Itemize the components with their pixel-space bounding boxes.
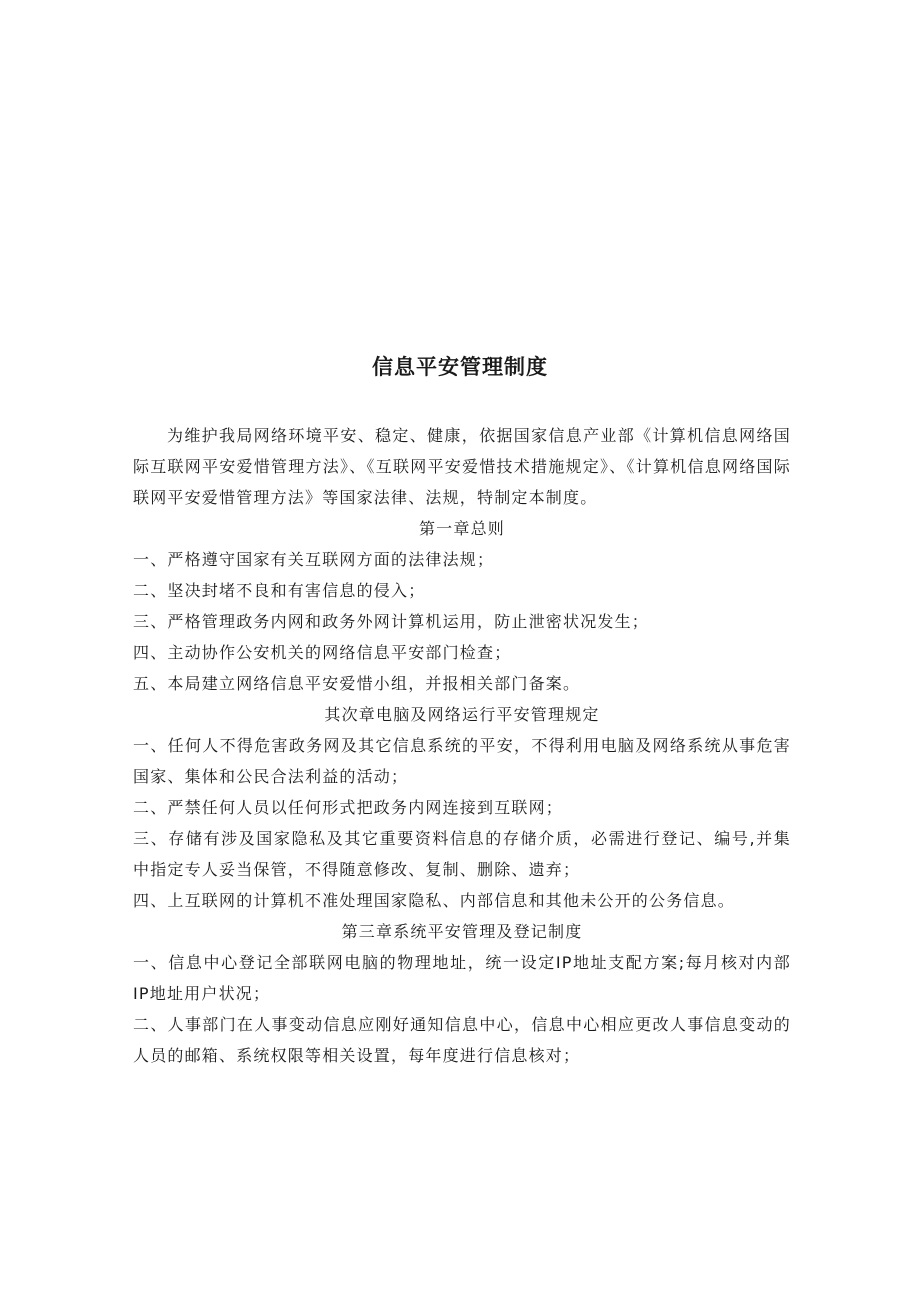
chapter-2-item-4: 四、上互联网的计算机不准处理国家隐私、内部信息和其他未公开的公务信息。 (133, 891, 736, 910)
chapter-1-item-2: 二、坚决封堵不良和有害信息的侵入； (133, 581, 426, 600)
chapter-1-heading: 第一章总则 (418, 519, 505, 538)
chapter-3-heading: 第三章系统平安管理及登记制度 (341, 922, 583, 941)
chapter-1-item-4: 四、主动协作公安机关的网络信息平安部门检查； (133, 643, 512, 662)
document-body (133, 420, 791, 1071)
chapter-2-heading: 其次章电脑及网络运行平安管理规定 (324, 705, 600, 724)
chapter-2-item-3: 三、存储有涉及国家隐私及其它重要资料信息的存储介质，必需进行登记、编号,并集中指定专人妥当保管，不得随意修改、复制、删除、遗弃； (133, 829, 791, 879)
chapter-1-item-5: 五、本局建立网络信息平安爱惜小组，并报相关部门备案。 (133, 674, 581, 693)
chapter-1-item-3: 三、严格管理政务内网和政务外网计算机运用，防止泄密状况发生； (133, 612, 650, 631)
intro-paragraph: 为维护我局网络环境平安、稳定、健康，依据国家信息产业部《计算机信息网络国际互联网平安爱惜管理方法》、《互联网平安爱惜技术措施规定》、《计算机信息网络国际联网平安爱惜管理方法》等国家法律、法规，特制定本制度。 (133, 426, 791, 507)
chapter-3-item-2: 二、人事部门在人事变动信息应刚好通知信息中心，信息中心相应更改人事信息变动的人员的邮箱、系统权限等相关设置，每年度进行信息核对； (133, 1015, 791, 1065)
document-title: 信息平安管理制度 (372, 355, 548, 379)
chapter-2-item-2: 二、严禁任何人员以任何形式把政务内网连接到互联网； (133, 798, 564, 817)
chapter-1-item-1: 一、严格遵守国家有关互联网方面的法律法规； (133, 550, 495, 569)
chapter-3-item-1: 一、信息中心登记全部联网电脑的物理地址，统一设定IP地址支配方案;每月核对内部IP地址用户状况； (133, 953, 791, 1003)
chapter-2-item-1: 一、任何人不得危害政务网及其它信息系统的平安，不得利用电脑及网络系统从事危害国家、集体和公民合法利益的活动； (133, 736, 791, 786)
